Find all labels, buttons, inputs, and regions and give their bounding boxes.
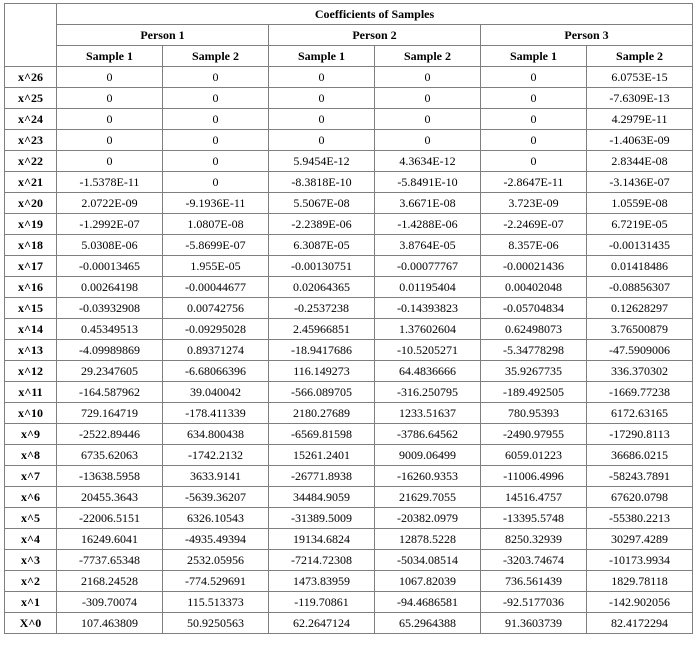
- coefficient-cell: 9009.06499: [375, 445, 481, 466]
- coefficient-cell: 12878.5228: [375, 529, 481, 550]
- coefficient-cell: 0: [163, 172, 269, 193]
- coefficient-cell: -2.2469E-07: [481, 214, 587, 235]
- coefficient-cell: -2522.89446: [57, 424, 163, 445]
- coefficient-cell: 64.4836666: [375, 361, 481, 382]
- sample-header: Sample 1: [481, 46, 587, 67]
- coefficient-cell: -0.09295028: [163, 319, 269, 340]
- row-term-label: x^8: [5, 445, 57, 466]
- coefficient-cell: -566.089705: [269, 382, 375, 403]
- row-term-label: X^0: [5, 613, 57, 634]
- table-row: [5, 109, 693, 130]
- coefficient-cell: -142.902056: [587, 592, 693, 613]
- corner-cell: [5, 4, 57, 67]
- coefficient-cell: -4.09989869: [57, 340, 163, 361]
- coefficient-cell: 1.955E-05: [163, 256, 269, 277]
- coefficient-cell: 0: [163, 88, 269, 109]
- coefficient-cell: -774.529691: [163, 571, 269, 592]
- coefficient-cell: 16249.6041: [57, 529, 163, 550]
- coefficient-cell: 6172.63165: [587, 403, 693, 424]
- row-term-label: x^6: [5, 487, 57, 508]
- table-row: [5, 298, 693, 319]
- coefficient-cell: -5.34778298: [481, 340, 587, 361]
- coefficient-cell: -16260.9353: [375, 466, 481, 487]
- coefficient-cell: -55380.2213: [587, 508, 693, 529]
- coefficient-cell: -10.5205271: [375, 340, 481, 361]
- coefficient-cell: 336.370302: [587, 361, 693, 382]
- coefficient-cell: 3.76500879: [587, 319, 693, 340]
- sample-header: Sample 2: [163, 46, 269, 67]
- table-row: [5, 88, 693, 109]
- coefficient-cell: 5.0308E-06: [57, 235, 163, 256]
- coefficient-cell: 4.2979E-11: [587, 109, 693, 130]
- sample-header: Sample 2: [375, 46, 481, 67]
- row-term-label: x^10: [5, 403, 57, 424]
- coefficient-cell: 0: [163, 67, 269, 88]
- coefficient-cell: -5.8491E-10: [375, 172, 481, 193]
- coefficient-cell: -119.70861: [269, 592, 375, 613]
- coefficient-cell: 0: [375, 88, 481, 109]
- coefficient-cell: -5034.08514: [375, 550, 481, 571]
- coefficient-cell: 1067.82039: [375, 571, 481, 592]
- table-row: [5, 571, 693, 592]
- table-row: [5, 361, 693, 382]
- coefficient-cell: 0: [375, 130, 481, 151]
- coefficient-cell: -178.411339: [163, 403, 269, 424]
- coefficient-cell: -189.492505: [481, 382, 587, 403]
- coefficient-cell: 116.149273: [269, 361, 375, 382]
- coefficient-cell: 67620.0798: [587, 487, 693, 508]
- sample-header: Sample 1: [269, 46, 375, 67]
- coefficient-cell: 1.37602604: [375, 319, 481, 340]
- coefficient-cell: 5.5067E-08: [269, 193, 375, 214]
- table-row: [5, 235, 693, 256]
- table-row: [5, 193, 693, 214]
- coefficient-cell: -1669.77238: [587, 382, 693, 403]
- coefficient-cell: 780.95393: [481, 403, 587, 424]
- coefficient-cell: 2532.05956: [163, 550, 269, 571]
- coefficient-cell: -6.68066396: [163, 361, 269, 382]
- coefficient-cell: 0: [269, 67, 375, 88]
- coefficient-cell: 0: [481, 130, 587, 151]
- coefficient-cell: 1.0559E-08: [587, 193, 693, 214]
- coefficient-cell: 6059.01223: [481, 445, 587, 466]
- coefficient-cell: -58243.7891: [587, 466, 693, 487]
- row-term-label: x^17: [5, 256, 57, 277]
- coefficient-cell: -20382.0979: [375, 508, 481, 529]
- table-row: [5, 256, 693, 277]
- sample-header-row: [5, 46, 693, 67]
- coefficient-cell: 115.513373: [163, 592, 269, 613]
- person-header: Person 3: [481, 25, 693, 46]
- coefficient-cell: 2.0722E-09: [57, 193, 163, 214]
- table-row: [5, 67, 693, 88]
- coefficient-cell: 0: [481, 109, 587, 130]
- table-row: [5, 382, 693, 403]
- coefficient-cell: 39.040042: [163, 382, 269, 403]
- coefficient-cell: 0: [57, 130, 163, 151]
- coefficient-cell: 21629.7055: [375, 487, 481, 508]
- row-term-label: x^4: [5, 529, 57, 550]
- row-term-label: x^3: [5, 550, 57, 571]
- coefficient-cell: 4.3634E-12: [375, 151, 481, 172]
- coefficient-cell: 34484.9059: [269, 487, 375, 508]
- coefficient-cell: 0: [269, 130, 375, 151]
- coefficient-cell: -2.8647E-11: [481, 172, 587, 193]
- coefficient-cell: 50.9250563: [163, 613, 269, 634]
- row-term-label: x^7: [5, 466, 57, 487]
- coefficient-cell: -18.9417686: [269, 340, 375, 361]
- coefficient-cell: 3.723E-09: [481, 193, 587, 214]
- row-term-label: x^18: [5, 235, 57, 256]
- coefficients-table: [4, 3, 693, 634]
- coefficient-cell: -47.5909006: [587, 340, 693, 361]
- coefficient-cell: 1473.83959: [269, 571, 375, 592]
- table-row: [5, 151, 693, 172]
- coefficient-cell: 0: [269, 88, 375, 109]
- coefficient-cell: -3203.74674: [481, 550, 587, 571]
- coefficient-cell: -13395.5748: [481, 508, 587, 529]
- coefficient-cell: 3.6671E-08: [375, 193, 481, 214]
- coefficient-cell: -13638.5958: [57, 466, 163, 487]
- coefficient-cell: -5.8699E-07: [163, 235, 269, 256]
- coefficient-cell: -7.6309E-13: [587, 88, 693, 109]
- coefficient-cell: -6569.81598: [269, 424, 375, 445]
- coefficient-cell: 19134.6824: [269, 529, 375, 550]
- coefficient-cell: -0.03932908: [57, 298, 163, 319]
- sample-header: Sample 2: [587, 46, 693, 67]
- coefficient-cell: 6735.62063: [57, 445, 163, 466]
- coefficient-cell: -8.3818E-10: [269, 172, 375, 193]
- coefficient-cell: -1.5378E-11: [57, 172, 163, 193]
- coefficient-cell: 0.62498073: [481, 319, 587, 340]
- coefficient-cell: 2180.27689: [269, 403, 375, 424]
- row-term-label: x^2: [5, 571, 57, 592]
- row-term-label: x^11: [5, 382, 57, 403]
- table-row: [5, 214, 693, 235]
- coefficients-table-container: [4, 3, 693, 634]
- coefficient-cell: 1.0807E-08: [163, 214, 269, 235]
- coefficient-cell: 6.7219E-05: [587, 214, 693, 235]
- table-row: [5, 424, 693, 445]
- coefficient-cell: 8250.32939: [481, 529, 587, 550]
- coefficient-cell: 6.0753E-15: [587, 67, 693, 88]
- coefficient-cell: 36686.0215: [587, 445, 693, 466]
- person-header-row: [5, 25, 693, 46]
- coefficient-cell: 0: [163, 109, 269, 130]
- sample-header: Sample 1: [57, 46, 163, 67]
- title-row: [5, 4, 693, 25]
- coefficient-cell: 2168.24528: [57, 571, 163, 592]
- row-term-label: x^25: [5, 88, 57, 109]
- coefficient-cell: 62.2647124: [269, 613, 375, 634]
- table-row: [5, 466, 693, 487]
- row-term-label: x^21: [5, 172, 57, 193]
- row-term-label: x^1: [5, 592, 57, 613]
- coefficient-cell: -94.4686581: [375, 592, 481, 613]
- coefficient-cell: -0.00021436: [481, 256, 587, 277]
- coefficient-cell: -3786.64562: [375, 424, 481, 445]
- coefficient-cell: 0.01418486: [587, 256, 693, 277]
- coefficient-cell: 6.3087E-05: [269, 235, 375, 256]
- coefficient-cell: -0.00131435: [587, 235, 693, 256]
- table-row: [5, 340, 693, 361]
- coefficient-cell: 6326.10543: [163, 508, 269, 529]
- person-header: Person 2: [269, 25, 481, 46]
- row-term-label: x^14: [5, 319, 57, 340]
- coefficient-cell: 0: [57, 151, 163, 172]
- coefficient-cell: 2.45966851: [269, 319, 375, 340]
- coefficient-cell: 0.89371274: [163, 340, 269, 361]
- coefficient-cell: 3633.9141: [163, 466, 269, 487]
- person-header: Person 1: [57, 25, 269, 46]
- coefficient-cell: 0: [57, 109, 163, 130]
- coefficient-cell: 0: [269, 109, 375, 130]
- coefficient-cell: 0: [57, 67, 163, 88]
- coefficient-cell: -26771.8938: [269, 466, 375, 487]
- table-row: [5, 319, 693, 340]
- coefficient-cell: 14516.4757: [481, 487, 587, 508]
- coefficient-cell: 0: [163, 151, 269, 172]
- row-term-label: x^9: [5, 424, 57, 445]
- row-term-label: x^16: [5, 277, 57, 298]
- coefficient-cell: 0.00742756: [163, 298, 269, 319]
- coefficient-cell: -0.14393823: [375, 298, 481, 319]
- coefficient-cell: 0: [481, 88, 587, 109]
- coefficient-cell: -309.70074: [57, 592, 163, 613]
- coefficient-cell: -316.250795: [375, 382, 481, 403]
- coefficient-cell: -0.08856307: [587, 277, 693, 298]
- coefficient-cell: 2.8344E-08: [587, 151, 693, 172]
- coefficient-cell: 82.4172294: [587, 613, 693, 634]
- coefficient-cell: -1.4288E-06: [375, 214, 481, 235]
- coefficient-cell: -22006.5151: [57, 508, 163, 529]
- coefficient-cell: 729.164719: [57, 403, 163, 424]
- coefficient-cell: 15261.2401: [269, 445, 375, 466]
- coefficient-cell: 1233.51637: [375, 403, 481, 424]
- coefficient-cell: 107.463809: [57, 613, 163, 634]
- coefficient-cell: -2490.97955: [481, 424, 587, 445]
- table-row: [5, 508, 693, 529]
- coefficient-cell: -0.00077767: [375, 256, 481, 277]
- table-body: [5, 67, 693, 634]
- coefficient-cell: -5639.36207: [163, 487, 269, 508]
- coefficient-cell: 0.02064365: [269, 277, 375, 298]
- coefficient-cell: -0.00130751: [269, 256, 375, 277]
- coefficient-cell: -164.587962: [57, 382, 163, 403]
- table-row: [5, 130, 693, 151]
- row-term-label: x^12: [5, 361, 57, 382]
- coefficient-cell: -0.00044677: [163, 277, 269, 298]
- coefficient-cell: -17290.8113: [587, 424, 693, 445]
- coefficient-cell: 0: [481, 151, 587, 172]
- coefficient-cell: 29.2347605: [57, 361, 163, 382]
- coefficient-cell: -0.05704834: [481, 298, 587, 319]
- coefficient-cell: -7214.72308: [269, 550, 375, 571]
- row-term-label: x^20: [5, 193, 57, 214]
- coefficient-cell: -1.2992E-07: [57, 214, 163, 235]
- coefficient-cell: -2.2389E-06: [269, 214, 375, 235]
- coefficient-cell: -10173.9934: [587, 550, 693, 571]
- coefficient-cell: -1742.2132: [163, 445, 269, 466]
- coefficient-cell: -3.1436E-07: [587, 172, 693, 193]
- table-row: [5, 403, 693, 424]
- row-term-label: x^15: [5, 298, 57, 319]
- table-row: [5, 613, 693, 634]
- coefficient-cell: 0.00402048: [481, 277, 587, 298]
- coefficient-cell: 0.45349513: [57, 319, 163, 340]
- table-row: [5, 550, 693, 571]
- coefficient-cell: 0.01195404: [375, 277, 481, 298]
- coefficient-cell: 20455.3643: [57, 487, 163, 508]
- row-term-label: x^5: [5, 508, 57, 529]
- coefficient-cell: 8.357E-06: [481, 235, 587, 256]
- coefficient-cell: -7737.65348: [57, 550, 163, 571]
- coefficient-cell: -0.2537238: [269, 298, 375, 319]
- table-row: [5, 172, 693, 193]
- coefficient-cell: 35.9267735: [481, 361, 587, 382]
- row-term-label: x^26: [5, 67, 57, 88]
- coefficient-cell: 0: [375, 67, 481, 88]
- coefficient-cell: 3.8764E-05: [375, 235, 481, 256]
- coefficient-cell: 30297.4289: [587, 529, 693, 550]
- coefficient-cell: 0.00264198: [57, 277, 163, 298]
- row-term-label: x^24: [5, 109, 57, 130]
- row-term-label: x^22: [5, 151, 57, 172]
- coefficient-cell: 0: [375, 109, 481, 130]
- coefficient-cell: -4935.49394: [163, 529, 269, 550]
- coefficient-cell: 634.800438: [163, 424, 269, 445]
- coefficient-cell: 0: [57, 88, 163, 109]
- table-row: [5, 592, 693, 613]
- row-term-label: x^23: [5, 130, 57, 151]
- table-row: [5, 529, 693, 550]
- table-row: [5, 277, 693, 298]
- coefficient-cell: -92.5177036: [481, 592, 587, 613]
- coefficient-cell: -9.1936E-11: [163, 193, 269, 214]
- coefficient-cell: -31389.5009: [269, 508, 375, 529]
- table-row: [5, 445, 693, 466]
- coefficient-cell: -1.4063E-09: [587, 130, 693, 151]
- row-term-label: x^19: [5, 214, 57, 235]
- row-term-label: x^13: [5, 340, 57, 361]
- coefficient-cell: 0: [163, 130, 269, 151]
- coefficient-cell: 0: [481, 67, 587, 88]
- table-row: [5, 487, 693, 508]
- coefficient-cell: 736.561439: [481, 571, 587, 592]
- coefficient-cell: 5.9454E-12: [269, 151, 375, 172]
- coefficient-cell: -0.00013465: [57, 256, 163, 277]
- coefficient-cell: 65.2964388: [375, 613, 481, 634]
- table-title: Coefficients of Samples: [57, 4, 693, 25]
- coefficient-cell: 91.3603739: [481, 613, 587, 634]
- coefficient-cell: 0.12628297: [587, 298, 693, 319]
- coefficient-cell: -11006.4996: [481, 466, 587, 487]
- coefficient-cell: 1829.78118: [587, 571, 693, 592]
